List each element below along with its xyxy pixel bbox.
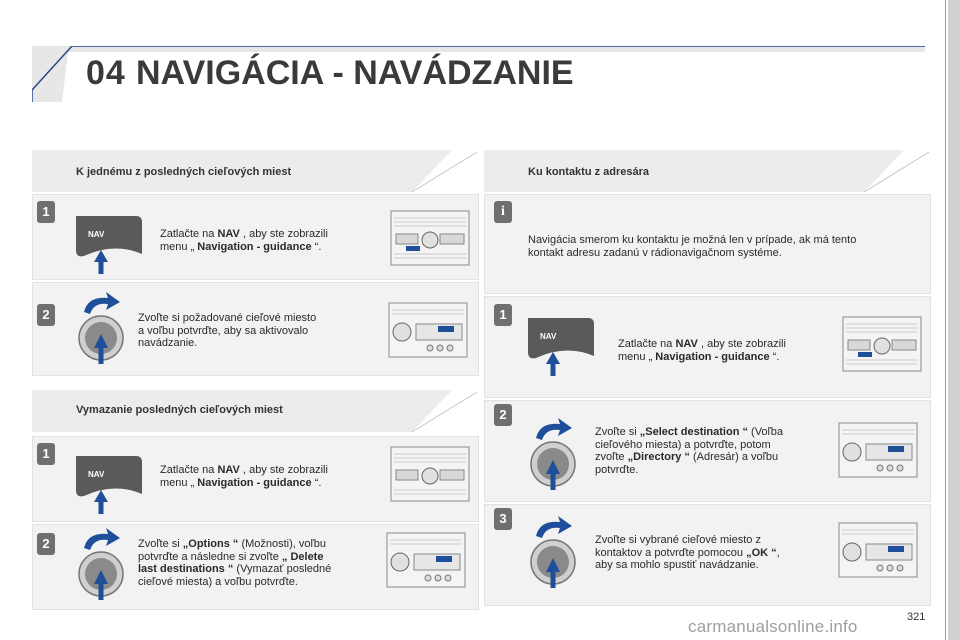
step-text: Zatlačte na NAV , aby ste zobrazili menu „ Navigation - guidance “. — [160, 464, 328, 489]
rotary-knob-icon — [526, 516, 580, 588]
side-rule — [945, 0, 946, 640]
nav-button-icon — [526, 318, 596, 376]
rotary-knob-icon — [74, 292, 128, 364]
step-text: Zvoľte si požadované cieľové miesto a voľbu potvrďte, aby sa aktivovalo navádzanie. — [138, 312, 317, 349]
info-text: Navigácia smerom ku kontaktu je možná len v prípade, ak má tento kontakt adresu zadanú v rádionavigačnom systéme. — [528, 234, 857, 259]
step-number: 2 — [37, 533, 55, 555]
step-number: 2 — [494, 404, 512, 426]
chapter-number: 04 — [86, 54, 126, 92]
step-text: Zatlačte na NAV , aby ste zobrazili menu „ Navigation - guidance “. — [618, 338, 786, 363]
svg-text:NAV: NAV — [88, 230, 105, 239]
svg-text:NAV: NAV — [88, 470, 105, 479]
rotary-knob-icon — [526, 418, 580, 490]
radio-unit-icon — [390, 210, 470, 266]
step-number: 1 — [37, 443, 55, 465]
nav-button-icon — [74, 456, 144, 514]
radio-unit-icon — [842, 316, 922, 372]
step-text: Zatlačte na NAV , aby ste zobrazili menu „ Navigation - guidance “. — [160, 228, 328, 253]
radio-unit-icon — [388, 302, 468, 358]
step-text: Zvoľte si „Options “ (Možnosti), voľbu potvrďte a následne si zvoľte „ Delete last destinations “ (Vymazať posledné cieľové miesta) a voľbu potvrďte. — [138, 538, 332, 588]
info-icon: i — [494, 201, 512, 223]
step-number: 1 — [37, 201, 55, 223]
section-heading: Ku kontaktu z adresára — [528, 166, 650, 178]
page-number: 321 — [907, 611, 926, 623]
radio-unit-icon — [390, 446, 470, 502]
section-heading: Vymazanie posledných cieľových miest — [76, 404, 283, 416]
radio-unit-icon — [838, 522, 918, 578]
step-text: Zvoľte si „Select destination “ (Voľba cieľového miesta) a potvrďte, potom zvoľte „Directory “ (Adresár) a voľbu potvrďte. — [595, 426, 783, 476]
section-heading: K jednému z posledných cieľových miest — [76, 166, 292, 178]
rotary-knob-icon — [74, 528, 128, 600]
radio-unit-icon — [838, 422, 918, 478]
step-number: 3 — [494, 508, 512, 530]
step-number: 1 — [494, 304, 512, 326]
nav-button-icon — [74, 216, 144, 274]
step-number: 2 — [37, 304, 55, 326]
side-bar — [948, 0, 960, 640]
page-title: NAVIGÁCIA - NAVÁDZANIE — [136, 54, 574, 92]
step-text: Zvoľte si vybrané cieľové miesto z kontaktov a potvrďte pomocou „OK “, aby sa mohlo spustiť navádzanie. — [595, 534, 780, 571]
svg-text:NAV: NAV — [540, 332, 557, 341]
watermark: carmanualsonline.info — [688, 617, 858, 636]
radio-unit-icon — [386, 532, 466, 588]
